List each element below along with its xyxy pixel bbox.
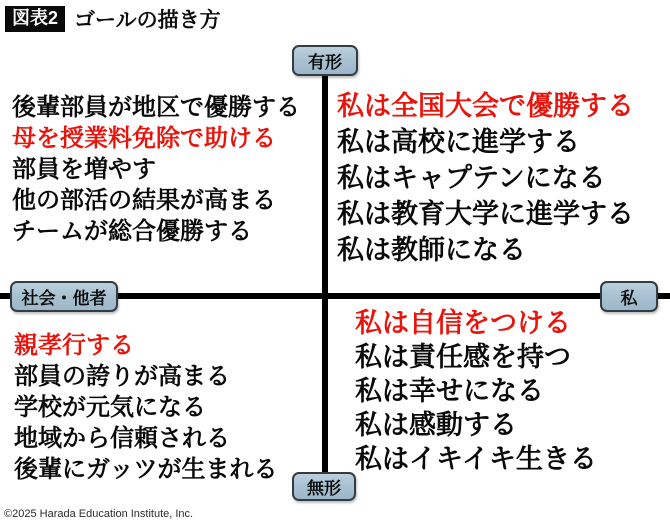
axis-label-me-text: 私: [620, 289, 638, 308]
quadrant-bottom-right: [355, 306, 597, 476]
axis-label-tangible: [292, 45, 358, 76]
copyright-text: ©2025 Harada Education Institute, Inc.: [4, 508, 194, 520]
axis-label-intangible: [292, 472, 356, 501]
goal-item: 私は教師になる: [337, 235, 526, 265]
goal-item: 私は全国大会で優勝する: [337, 91, 634, 121]
quadrant-bottom-left: [14, 330, 278, 485]
goal-item: 母を授業料免除で助ける: [12, 125, 276, 152]
goal-item: 私は自信をつける: [355, 308, 571, 338]
axis-label-intangible-text: 無形: [307, 479, 341, 498]
goal-item: 私は幸せになる: [355, 376, 544, 406]
goal-item: チームが総合優勝する: [12, 218, 252, 245]
goal-item: 私はイキイキ生きる: [355, 444, 597, 474]
figure-header: [5, 4, 221, 34]
axis-label-me: [600, 281, 658, 312]
goal-item: 部員の誇りが高まる: [14, 363, 230, 390]
goal-item: 後輩部員が地区で優勝する: [12, 94, 300, 121]
goal-item: 私はキャプテンになる: [337, 163, 606, 193]
axis-label-tangible-text: 有形: [308, 53, 342, 72]
quadrant-top-right: [337, 88, 634, 268]
vertical-axis-line: [322, 58, 328, 495]
goal-item: 学校が元気になる: [14, 394, 206, 421]
goal-item: 部員を増やす: [12, 156, 156, 183]
axis-label-society-others: [10, 281, 118, 312]
goal-item: 私は教育大学に進学する: [337, 199, 634, 229]
axis-label-society-others-text: 社会・他者: [21, 289, 107, 308]
goal-item: 私は高校に進学する: [337, 127, 580, 157]
figure-number-badge: 図表2: [5, 6, 65, 32]
figure-title: ゴールの描き方: [74, 9, 221, 32]
goal-item: 他の部活の結果が高まる: [12, 187, 276, 214]
goal-item: 親孝行する: [14, 332, 134, 359]
goal-item: 地域から信頼される: [14, 425, 230, 452]
quadrant-top-left: [12, 92, 300, 247]
goal-item: 私は責任感を持つ: [355, 342, 571, 372]
goal-item: 私は感動する: [355, 410, 517, 440]
goal-item: 後輩にガッツが生まれる: [14, 456, 278, 483]
